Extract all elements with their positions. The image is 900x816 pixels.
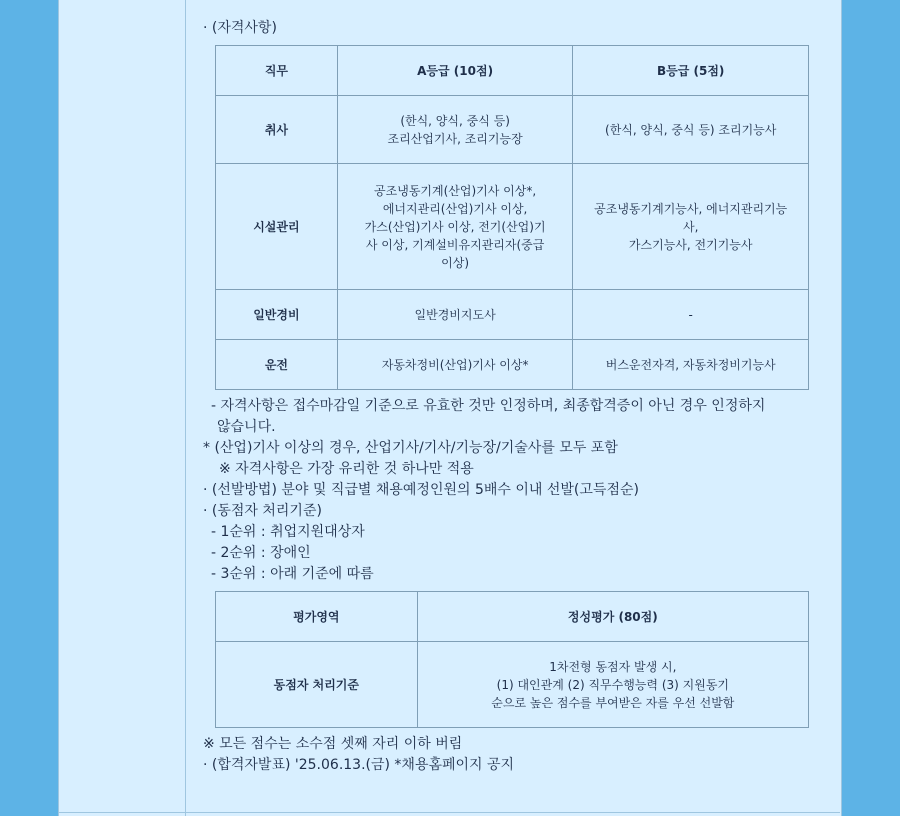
cell-line: 에너지관리(산업)기사 이상,: [382, 201, 528, 216]
cell-line: 사 이상, 기계설비유지관리자(중급: [365, 237, 545, 252]
cell-line: (한식, 양식, 중식 등) 조리기능사: [605, 122, 777, 137]
cell-line: 일반경비지도사: [414, 307, 496, 322]
header-job: 직무: [216, 46, 338, 96]
grade-b-cell: [573, 290, 809, 340]
table-header-row: [216, 592, 809, 642]
header-area: 평가영역: [216, 592, 418, 642]
tie-criteria-label: 동점자 처리기준: [216, 642, 418, 728]
note-tie-criteria: · (동점자 처리기준): [203, 503, 322, 519]
table-row: [216, 290, 809, 340]
header-grade-b: B등급 (5점): [573, 46, 809, 96]
table-header-row: [216, 46, 809, 96]
table-row: [216, 642, 809, 728]
job-driving: 운전: [216, 340, 338, 390]
grade-b-cell: [573, 164, 809, 290]
cell-line: -: [688, 307, 693, 322]
bottom-divider: [58, 812, 840, 813]
cell-line: (1) 대인관계 (2) 직무수행능력 (3) 지원동기: [496, 677, 730, 692]
job-security: 일반경비: [216, 290, 338, 340]
cell-line: 이상): [441, 255, 470, 270]
label-column: [58, 0, 186, 816]
header-qualitative: 정성평가 (80점): [417, 592, 808, 642]
header-grade-a: A등급 (10점): [337, 46, 573, 96]
grade-a-cell: [337, 340, 573, 390]
note-validity: - 자격사항은 접수마감일 기준으로 유효한 것만 인정하며, 최종합격증이 아닌 경우 인정하지: [211, 398, 766, 414]
qualification-table: [215, 45, 809, 390]
cell-line: 버스운전자격, 자동차정비기능사: [605, 357, 776, 372]
note-selection-method: · (선발방법) 분야 및 직급별 채용예정인원의 5배수 이내 선발(고득점순): [203, 482, 639, 498]
tie-break-table: [215, 591, 809, 728]
rank-2: - 2순위 : 장애인: [211, 545, 311, 561]
note-rounding: ※ 모든 점수는 소수점 셋째 자리 이하 버림: [203, 736, 463, 752]
cell-line: 순으로 높은 점수를 부여받은 자를 우선 선발함: [491, 695, 735, 710]
grade-b-cell: [573, 340, 809, 390]
rank-1: - 1순위 : 취업지원대상자: [211, 524, 365, 540]
table-row: [216, 340, 809, 390]
tie-criteria-detail: [417, 642, 808, 728]
note-validity-cont: 않습니다.: [217, 419, 276, 435]
cell-line: 1차전형 동점자 발생 시,: [549, 659, 677, 674]
cell-line: 사,: [682, 219, 699, 234]
recruitment-details: [203, 18, 823, 776]
grade-a-cell: [337, 164, 573, 290]
cell-line: 자동차정비(산업)기사 이상*: [381, 357, 529, 372]
grade-a-cell: [337, 96, 573, 164]
rank-3: - 3순위 : 아래 기준에 따름: [211, 566, 374, 582]
cell-line: 가스(산업)기사 이상, 전기(산업)기: [364, 219, 546, 234]
cell-line: (한식, 양식, 중식 등): [400, 113, 510, 128]
note-best-one: ※ 자격사항은 가장 유리한 것 하나만 적용: [219, 461, 474, 477]
cell-line: 가스기능사, 전기기능사: [628, 237, 753, 252]
cell-line: 공조냉동기계기능사, 에너지관리기능: [594, 201, 788, 216]
job-cooking: 취사: [216, 96, 338, 164]
grade-a-cell: [337, 290, 573, 340]
table-row: [216, 96, 809, 164]
job-facility: 시설관리: [216, 164, 338, 290]
cell-line: 조리산업기사, 조리기능장: [387, 131, 523, 146]
grade-b-cell: [573, 96, 809, 164]
table-row: [216, 164, 809, 290]
cell-line: 공조냉동기계(산업)기사 이상*,: [374, 183, 537, 198]
note-industrial: * (산업)기사 이상의 경우, 산업기사/기사/기능장/기술사를 모두 포함: [203, 440, 618, 456]
qualification-heading: · (자격사항): [203, 20, 277, 36]
note-announcement: · (합격자발표) '25.06.13.(금) *채용홈페이지 공지: [203, 757, 515, 773]
